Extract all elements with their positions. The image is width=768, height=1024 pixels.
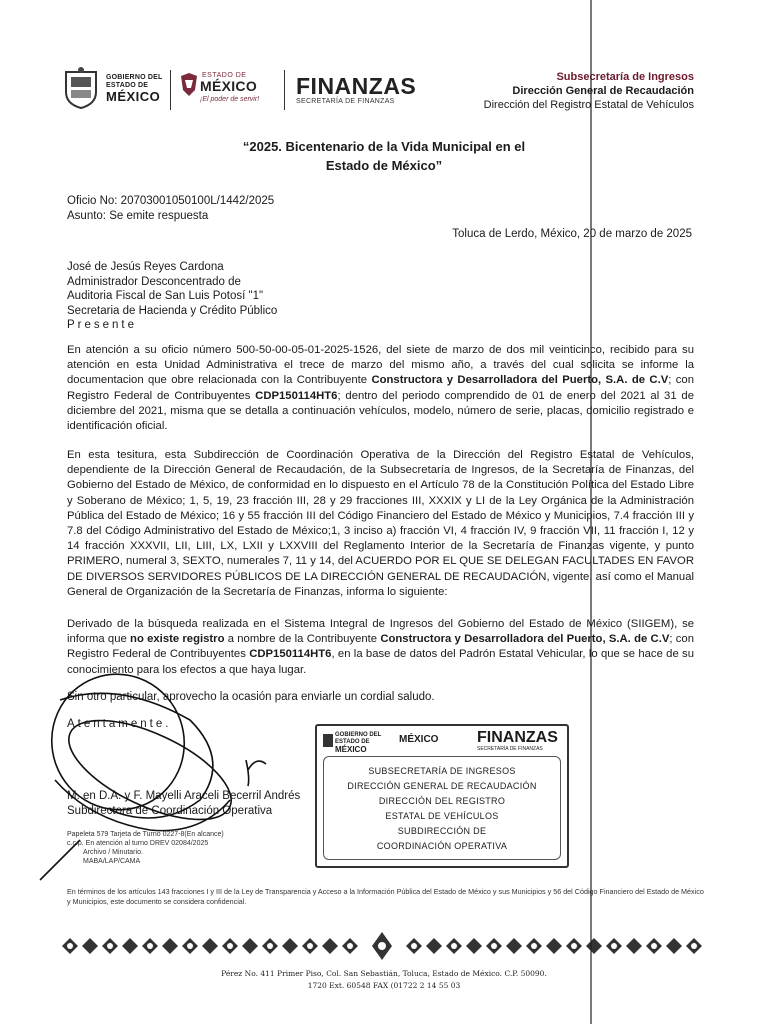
official-stamp: GOBIERNO DEL ESTADO DE MÉXICO MÉXICO FINANZAS SECRETARÍA DE FINANZAS SUBSECRETARÍA DE INGRESOS DIRECCIÓN GENERAL DE RECAUDACIÓN DIRECCIÓN DEL REGISTRO ESTATAL DE VEHÍCULOS SUBDIRECCIÓN DE COORDINACIÓN OPERATIVA [315,724,569,868]
signer-block [67,789,300,819]
gobierno-logo-text: GOBIERNO DEL ESTADO DE MÉXICO [106,74,163,104]
header-divider [284,70,285,110]
oficio-number: Oficio No: 20703001050100L/1442/2025 [67,195,275,207]
atentamente: Atentamente. [67,718,172,730]
paragraph-1: En atención a su oficio número 500-50-00-05-01-2025-1526, del siete de marzo de dos mil veinticinco, recibido para su atención en esta Unidad Administrativa el trece de marzo del mismo año, a través del cual solicita se informe la documentacion que obre relacionada con la Contribuyente Constructora y Desarrolladora del Puerto, S.A. de C.V; con Registro Federal de Contribuyentes CDP150114HT6; dentro del periodo comprendido de 01 de enero del 2021 al 31 de diciembre del 2021, misma que se detalla a continuación vehículos, modelo, número de serie, placas, domicilio registrado e identificación oficial. [67,344,694,433]
paragraph-2: En esta tesitura, esta Subdirección de Coordinación Operativa de la Dirección del Registro Estatal de Vehículos, dependiente de la Dirección General de Recaudación, de la Subsecretaría de Ingresos, de la Secretaría de Finanzas, del Gobierno del Estado de México, de conformidad en lo dispuesto en el Artículo 78 de la Constitución Política del Estado Libre y Soberano de México; 1, 5, 19, 23 fracción III, 28 y 29 fracciones III, XXXIX y LI de la Ley Orgánica de la Administración Pública del Estado de México; 16 y 55 fracción III del Código Financiero del Estado de México y Municipios, 7.4 fracción III y 7.8 del Código Administrativo del Estado de México;1, 3 inciso a) fracción VI, 4 fracción IV, 9 fracción VII, 11 fracción I, 12 y 14 fracción XXXVII, LII, LIII, LX, LXII y LXXVIII del Reglamento Interior de la Secretaría de Finanzas vigente, y punto PRIMERO, numeral 3, SEXTO, numerales 7, 11 y 14, del ACUERDO POR EL QUE SE DELEGAN FACULTADES EN FAVOR DE DIVERSOS SERVIDORES PÚBLICOS DE LA DIRECCIÓN GENERAL DE RECAUDACIÓN, vigente, así como el Manual General de Organización de la Secretaría de Finanzas, informa lo siguiente: [67,449,694,598]
header-divider [170,70,171,110]
signer-name: M. en D.A. y F. Mayelli Araceli Becerril Andrés [67,790,301,802]
estado-emblem-icon [178,72,200,98]
recipient-block: José de Jesús Reyes Cardona Administrador Desconcentrado de Auditoria Fiscal de San Luis Potosí "1" Secretaria de Hacienda y Crédito Público Presente [67,261,278,331]
document-reference [67,194,274,224]
document-title: “2025. Bicentenario de la Vida Municipal en el Estado de México” [242,139,526,173]
document-date: Toluca de Lerdo, México, 20 de marzo de 2025 [452,228,692,240]
state-seal-icon [62,66,100,110]
confidentiality-notice: En términos de los artículos 143 fracciones I y III de la Ley de Transparencia y Acceso a la Información Pública del Estado de México y sus Municipios y 56 del Código Financiero del Estado de México y Municipios, este documento se considera confidencial. [67,887,704,906]
finanzas-logo: FINANZAS SECRETARÍA DE FINANZAS [296,73,417,105]
paragraph-3: Derivado de la búsqueda realizada en el Sistema Integral de Ingresos del Gobierno del Estado de México (SIIGEM), se informa que no existe registro a nombre de la Contribuyente Constructora y Desarrolladora del Puerto, S.A. de C.V; con Registro Federal de Contribuyentes CDP150114HT6, en la base de datos del Padrón Estatal Vehicular, lo que se hace de su conocimiento para los efectos a que haya lugar. [67,618,694,676]
stamp-seal-icon [323,732,333,748]
closing-line: Sin otro particular, aprovecho la ocasión para enviarle un cordial saludo. [67,691,435,703]
decorative-border-icon [62,930,702,962]
distribution-notes: Papeleta 579 Tarjeta de Turno 0227-8(En alcance) c.c.p. En atención al turno DREV 02084/2025 Archivo / Minutario. MABA/LAP/CAMA [67,831,224,865]
signer-title: Subdirectora de Coordinación Operativa [67,805,273,817]
header-department: Subsecretaría de Ingresos Dirección General de Recaudación Dirección del Registro Estatal de Vehículos [483,71,694,111]
footer-address: Pérez No. 411 Primer Piso, Col. San Sebastián, Toluca, Estado de México. C.P. 50090. 1720 Ext. 60548 FAX (01722 2 14 55 03 [221,969,547,990]
estado-mexico-logo: ESTADO DE MÉXICO ¡El poder de servir! [178,70,278,110]
asunto: Asunto: Se emite respuesta [67,210,209,222]
